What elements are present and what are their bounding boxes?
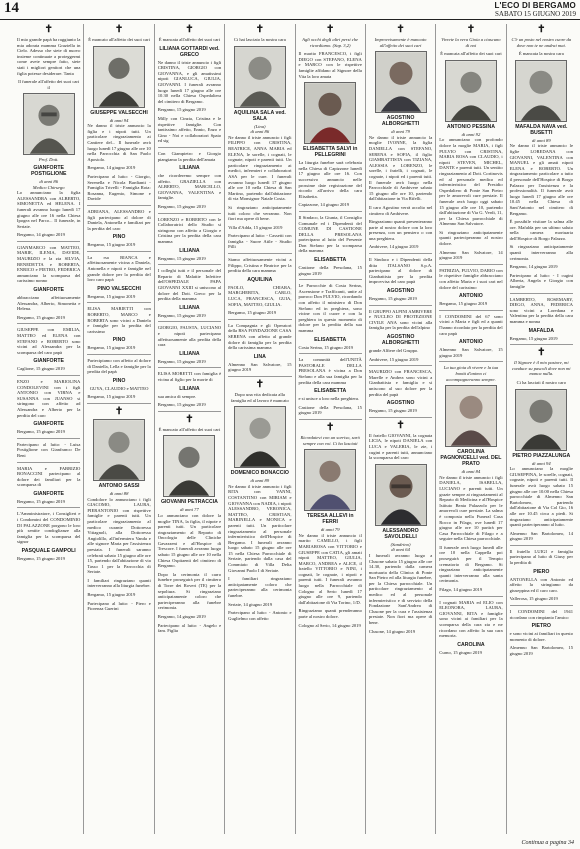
notice-date: Almenno San Bartolomeo, 15 giugno 2019 xyxy=(509,645,573,656)
cross-icon: ✝ xyxy=(325,24,335,35)
notice-text: Ci hai lasciato la nostra cara xyxy=(233,37,286,42)
portrait-photo xyxy=(234,46,286,108)
cross-icon: ✝ xyxy=(325,421,335,433)
notice-text: Lo annunciano la figlia ALESSANDRA con ALBERTO, SIMONETTA ed HELENA. I funerali avranno luogo lunedì 17 giugno alle ore 16 nella Chiesa Ipogea nel Parco... Il funerale, in Seriate. xyxy=(17,190,81,229)
notice-text: I familiari ringraziano anticipatamente coloro che parteciperanno alla cerimonia funebre. xyxy=(228,576,292,599)
portrait-photo xyxy=(515,60,567,122)
deceased-name: PINO xyxy=(112,234,126,241)
notice-text: Ne danno il triste annuncio i figli DANIELA, ISABELLA, LUCIANO e parenti tutti. Un grazie sempre ai ringraziamenti al Reparto di Medicina e all'Hospice Istituto Beata Palazzolo per le amorevoli cure prestate. La salma è composta nella Funeral Casa Rocco in Filago, ove lunedì 17 giugno alle ore 10 partirà per Casa Parrocchiale di Filago e a seguire nella Chiesa parrocchiale. xyxy=(439,474,503,542)
notice-date: Castione della Presolana, 15 giugno 2019 xyxy=(298,404,362,416)
deceased-name: GIUSEPPE VALSECCHI xyxy=(90,109,148,116)
notice-text: Dopo una vita dedicata alla famiglia ed al lavoro è mancato xyxy=(230,391,289,403)
notice-text: Ringraziamo quanti prenderanno parte al nostro dolore. xyxy=(298,608,362,620)
notice-date: Bergamo, 15 giugno 2019 xyxy=(228,310,277,316)
notice-date: Bergamo, 15 giugno 2019 xyxy=(157,358,206,364)
notice-text: Partecipiamo con affetto al dolore di Daniella, Lella e famiglie per la perdita del papà xyxy=(87,358,151,375)
notice-text: Il fratello GIOVANNI, la cognata LICIA, le nipoti DANIELA con LUCA e VALERIA, le zie, i cugini e parenti tutti, annunciano la scomparsa del caro xyxy=(368,432,433,461)
notice-date: Bergamo, 15 giugno 2019 xyxy=(439,301,488,307)
notice-text: La Compagnia e gli Operatori della RSA FONDAZIONE CASA SERENA con affetto al grande dolore di famiglia per la perdita della carissima mamma xyxy=(228,322,292,351)
notice-date: Bergamo, 14 giugno 2019 xyxy=(87,165,136,171)
notice-text: È possibile visitare la salma alle ore. Mafalda per un ultimo saluto nella camera mortuaria dell'Hospice di Borgo Palazzo. xyxy=(509,219,573,241)
cross-icon: ✝ xyxy=(537,347,546,359)
portrait-photo xyxy=(445,385,497,447)
age-label: di anni 64 xyxy=(391,547,410,553)
notice-text: La liturgia funebre sarà celebrata nella Chiesa di Capizzone lunedì 17 giugno alle ore 16. Con successivo annuncio nelle prossime date registrazione del ricordo all'arrivo della cara Elisabetta. xyxy=(298,160,362,199)
notice-text: Lo annunciano con profondo dolore la moglie MARIA, i figli PULVIO con CRISTINA, MARIA ROSA con CLAUDIO, i nipoti STEVEN, MICHEL, DANTE e parenti tutti. Un sentito ringraziamento al Dott. Cortinovis ed al personale medico ed infermieristico del Presidio Ospedaliero di Ponte San Pietro per le amorevoli cure prestate. Il funerale avrà luogo oggi sabato 15 giugno alle ore 10, partendo dall'abitazione di Via G. Verdi, 11, per la Chiesa parrocchiale di Almenno San Salvatore. xyxy=(439,137,503,227)
deceased-name: AQUILINA xyxy=(247,276,273,283)
portrait-photo xyxy=(93,46,145,108)
quote-text: Vivrete la vera Gioia a ciascuno di noi xyxy=(441,37,501,48)
notice-date: Bergamo, 15 giugno 2019 xyxy=(157,402,206,408)
notice-text: I familiari ringraziano quanti interverranno alla liturgia funebre. xyxy=(87,577,151,589)
cross-icon: ✝ xyxy=(537,24,546,35)
notice-text: Il funerale avrà luogo lunedì alle ore 10 nella Cappella poi proseguirà per il Tempio crematorio di Bergamo. Si ringraziano anticipatamente quanti interverranno alla santa cerimonia. xyxy=(439,544,503,584)
notice-date: Bergamo, 14 giugno 2019 xyxy=(157,614,206,619)
deceased-name: PINO xyxy=(112,377,126,384)
deceased-name: PINO xyxy=(112,337,126,344)
notice-date: Bergamo, 15 giugno 2019 xyxy=(87,293,136,299)
notice-date: Almenno San Salvatore, 14 giugno 2019 xyxy=(439,249,503,261)
notice-text: Ne danno il triste annuncio il marito CAMILLO, i figli MARIAROSA con VITTORIO e GIUSEPPE con CATIA, gli amati nipoti MATTEO, GIULIA, MARCO, ANDREA e ALICE, il fratello VITTORIO e NINI, i cognati, le cognate, i nipoti e parenti tutti. I funerali avranno luogo nella Parrocchiale di Cologno al Serio lunedì 17 giugno alle ore 9, partendo dall'abitazione di Via Torino, 1/D. xyxy=(298,532,362,605)
portrait-photo xyxy=(445,60,497,122)
age-label: di anni 94 xyxy=(109,117,129,123)
notice-text: Ne danno il triste annuncio i figli RITA con VANNI, COSTANTINO con MIRIAM e GIOVANNA con NADIA, i nipoti ALESSANDRO, VERONICA, MATTEO, CRISTIAN, MARINELLA e MONICA e parenti tutti. Un particolare ringraziamento al personale infermieristico dell'Hospice di Bergamo. I funerali avranno luogo sabato 15 giugno alle ore 15 nella Chiesa Parrocchiale di Seriate, partendo dalla casa del Commiato di Villa Delta Giovanni Paolo I di Seriate. xyxy=(228,483,292,573)
deceased-name: CAROLINA xyxy=(457,641,485,648)
deceased-name: LILIANA xyxy=(179,165,200,172)
portrait-photo xyxy=(234,406,286,468)
quote-text: C'è un posto nel nostro cuore da dove non te ne andrai mai. xyxy=(511,37,572,48)
notice-text: e sono vicini ai familiari in questo momento di dolore. xyxy=(509,631,573,642)
page-number: 14 xyxy=(4,0,19,16)
notice-text: PATRIZIA, FULVIO, DARIO con le rispettive famiglie abbracciano con affetto Maria e i suoi cari nel dolore del carissimo xyxy=(439,267,503,290)
cross-icon: ✝ xyxy=(396,24,405,35)
notice-text: sua amica di sempre. xyxy=(157,393,197,399)
notice-date: Bergamo, 15 giugno 2019 xyxy=(17,556,65,562)
deceased-name: LILIANA xyxy=(179,385,200,392)
notice-text: PAOLO, CHIARA, MARGHERITA, CARLO, LUCA, FRANCESCA, GUIA, SOFIA, MATTEO, GIULIA. xyxy=(228,284,292,307)
notice-text: L'Amministratore, i Consiglieri e i Condomini del CONDOMINIO DI PALAZZONE porgono le loro più sentite condoglianze alla famiglia per la scomparsa del signor xyxy=(17,511,81,545)
deceased-name: LILIANA GOTTARDI ved. GRECO xyxy=(159,45,220,58)
notice-date: Almenno San Salvatore, 15 giugno 2019 xyxy=(439,347,503,358)
notice-text: MARIA e FABRIZIO BONACCINI partecipano al dolore dei familiari per la scomparsa di xyxy=(17,465,81,488)
cross-icon: ✝ xyxy=(466,24,476,35)
page-header xyxy=(0,0,580,20)
cross-icon: ✝ xyxy=(114,405,124,417)
quote-text: Il Signore è il mio pastore, mi conduce su pascoli dove non mi manca nulla. xyxy=(512,360,571,377)
notice-text: È mancata all'affetto dei suoi cari xyxy=(158,37,221,42)
notice-text: I CONDOMINI del 67 sono vicini a Maria e figli ed a quanti l'hanno ricordato per la perdita del caro papà xyxy=(439,313,503,336)
age-label: di anni 84 xyxy=(461,469,481,475)
notice-date: Almenno San Salvatore, 15 giugno 2019 xyxy=(228,361,292,373)
notice-text: È mancata all'affetto dei suoi cari xyxy=(440,51,502,57)
notice-date: Bergamo, 14 giugno 2019 xyxy=(17,232,65,238)
notice-text: Lo annunciano con dolore la moglie TINA, la figlia, il nipote e parenti tutti. Un particolare ringraziamento al Reparto di Oncologia delle Cliniche Gavazzeni e all'Hospice di Trescore. I funerali avranno luogo sabato 15 giugno alle ore 10 nella Chiesa Ospitaenti del cimitero di Bergamo. xyxy=(157,512,222,569)
notice-date: Bergamo, 15 giugno 2019 xyxy=(17,314,65,320)
portrait-photo xyxy=(515,389,567,451)
notice-date: Costa Serina, 15 giugno 2019 xyxy=(298,344,353,350)
quote-text: La tua gioia di vivere e la tua bontà d'animo ci accompagneranno sempre. xyxy=(443,365,499,382)
deceased-name: ALESSANDRO SAVOLDELLI xyxy=(382,527,419,540)
column-7 xyxy=(436,24,506,834)
portrait-photo xyxy=(304,82,356,144)
deceased-name: CAROLINA PAGNONCELLI ved. DEL PRATO xyxy=(440,449,502,468)
notice-date: Caglione, 15 giugno 2019 xyxy=(17,366,65,372)
notice-text: Il Sindaco e i Dipendenti della ditta ITALSANO S.p.A. partecipano al dolore di Gianbattista per la perdita improvvisa del caro papà xyxy=(368,257,433,285)
notice-text: Improvvisamente è mancato all'affetto dei suoi cari xyxy=(374,37,427,48)
notice-text: ADRIANA, ALESSANDRO e figli partecipano al dolore di Daniela, Antonella e familiari per la perdita del caro xyxy=(87,208,151,231)
deceased-name: DOMENICO BONACCIO xyxy=(230,470,289,477)
notice-date: Bergamo, 15 giugno 2019 xyxy=(87,394,136,400)
deceased-name: AGOSTINO xyxy=(386,288,415,295)
portrait-photo xyxy=(23,93,75,155)
cross-icon: ✝ xyxy=(396,419,405,431)
cross-icon: ✝ xyxy=(255,378,264,390)
deceased-name: GIANFORTE xyxy=(33,287,64,294)
notice-text: I cognati MARIA ed ELIO con ELEONORA, LAURA, GIOVANNI, RITA e famiglie sono vicini ai familiari per la scomparsa della cara zia e ne ricordano con affetto la sua cara memoria. xyxy=(439,599,503,639)
deceased-name: AQUILINA SALA ved. SALA xyxy=(233,109,286,122)
age-label: di anni 77 xyxy=(180,507,199,513)
deceased-name: MAFALDA NAVA ved. BUSETTI xyxy=(515,123,568,136)
deceased-name: GIANFORTE xyxy=(33,421,64,428)
notice-text: ELISA MORETTI con famiglia è vicina al figlio per la morte di xyxy=(157,371,222,382)
column-6 xyxy=(366,24,436,834)
notice-text: Ne danno il triste annuncio la moglie IVONNE, la figlia DANIELLA con STEFANO, SERENA e SOFIA, il figlio GIAMBATTISTA con TIZIANA, ALESSIA e LORENZO, le sorelle, i fratelli, i cognati, le cognate, i nipoti ed i parenti tutti. Il funerale avrà luogo nella Parrocchiale di Ambivere sabato 15 giugno alle ore 10, partendo dall'abitazione in Via Rifelli. xyxy=(368,134,433,202)
deceased-name: MAFALDA xyxy=(528,327,554,334)
deceased-name: LINA xyxy=(253,353,266,360)
column-4 xyxy=(225,24,295,834)
profession-label: Medico Chirurgo xyxy=(32,184,65,190)
notice-text: Il fratello LUIGI e famiglia partecipano al lutto di Giusy per la perdita di xyxy=(509,548,573,566)
notice-text: Il GRUPPO ALPINI AMBIVERE e NUCLEO DI PROTEZIONE CIVILE ANA sono vicini alla famiglia per la perdita dell'alpino xyxy=(368,308,433,331)
notice-text: I funerali avranno luogo a Clusone sabato 15 giugno alle ore 14.30, partendo dalla camera mortuaria della Clinica di Ponte San Pietro ed alla liturgia funebre, per la Chiesa parrocchiale. Un particolare ringraziamento al medico ed al personale infermieristico e di servizio della Fondazione Sant'Andrea di Clusone per la cura e l'assistenza prestate. Non fiori ma opere di bene. xyxy=(368,552,433,626)
notice-text: Partecipano al lutto: - I cugini Alberta, Angela e Giorgio con famiglie xyxy=(509,272,573,290)
deceased-name: ELISABETTA xyxy=(314,336,347,343)
age-label: di anni 92 xyxy=(461,131,481,137)
notice-text: e si unisce a loro nella preghiera. xyxy=(298,396,360,402)
notice-date: Bergamo, 15 giugno 2019 xyxy=(157,312,206,318)
column-5 xyxy=(296,24,366,834)
notice-text: Si ringraziano anticipatamente quanti parteciperanno al nostro dolore. xyxy=(439,229,503,247)
obituaries-grid xyxy=(14,24,576,834)
cross-icon: ✝ xyxy=(44,24,53,35)
notice-date: Seriate, 14 giugno 2019 xyxy=(228,601,273,607)
column-8 xyxy=(507,24,576,834)
notice-text: LAMBERTO, ROSEMARY, DIEGO, ANNA, FEDERICA sono vicini a Loredana e Valentina per la perdita della cara mamma e nonna xyxy=(509,296,573,324)
notice-text: La comunità dell'UNITÀ PASTORALE DELLA PRESOLANA è vicina a Don Stefano e alla sua famiglia per la perdita della cara mamma xyxy=(298,357,362,385)
notice-text: Si ringraziano anticipatamente tutti coloro che verranno. Non fiori ma opere di bene. xyxy=(228,204,292,222)
deceased-name: ELISABETTA xyxy=(314,388,347,395)
notice-date: Bergamo, 15 giugno 2019 xyxy=(87,345,136,351)
notice-text: Ci ha lasciati il nostro caro xyxy=(516,379,566,385)
age-label: di anni 79 xyxy=(320,527,340,533)
deceased-name: PIERO xyxy=(533,568,550,575)
notice-date: Castione della Presolana, 15 giugno 2019 xyxy=(298,265,362,276)
notice-text: Il funerale all'affetto dei suoi cari il xyxy=(18,79,80,90)
notice-text: Con Giampietro e Giorgio piangiamo la perdita dell'amata xyxy=(157,150,222,162)
cross-icon: ✝ xyxy=(255,24,264,35)
deceased-name: AGOSTINO ALBORGHETTI xyxy=(381,115,420,128)
notice-text: È mancato all'affetto dei suoi cari xyxy=(88,37,150,42)
portrait-photo xyxy=(375,51,427,113)
notice-date: Almenno San Bartolomeo, 14 giugno 2019 xyxy=(509,530,573,542)
notice-text: LORENZO e ROBERTO con le Collaboratrici dello Studio si stringono con affetto a Giorgio e Cristina per la perdita della cara mamma xyxy=(157,216,222,245)
notice-text: Il Sindaco, la Giunta, il Consiglio Comunale ed i Dipendenti del COMUNE DI CASTIONE DELLA PRESOLANA partecipano al lutto del Presente Don Stefano per la scomparsa della mamma xyxy=(298,214,362,254)
notice-date: Villa d'Adda, 15 giugno 2019 xyxy=(228,224,283,230)
notice-text: ANTONELLA con Antonio ed affetto la stringiamo da giuseppina ed il caro caro. xyxy=(509,576,573,593)
notice-text: I CONDOMINI del 1941 ricordano con rimpianto l'amico xyxy=(509,609,573,620)
notice-date: Capizzone, 14 giugno 2019 xyxy=(298,202,350,208)
notice-date: Curno, 15 giugno 2019 xyxy=(439,649,482,655)
notice-text: Lo annunciano la moglie GIUSEPPINA, le sorelle, cognati, cognate, nipoti e parenti tutti. Il funerale avrà luogo sabato 15 giugno alle ore 10.00 nella Chiesa parrocchiale di Almenno San Bartolomeo, partendo dall'abitazione di Via Col Gio, 16 alle ore 10.45 circa a piedi. Si ringraziano anticipatamente quanti parteciperanno al lutto. xyxy=(509,466,573,528)
nickname-label: (Lina) xyxy=(254,123,266,129)
notice-text: GIUSEPPE con EMILIA, MATTEO ed ELENA con STEFANO e ROBERTO sono vicini ad Alessandra per la scomparsa del caro papà xyxy=(17,327,81,355)
age-label: di anni 89 xyxy=(250,478,270,484)
notice-text: Ne danno il triste annuncio i figli FILIPPO con CRISTINA, BEATRICE, ANNA MARIA ed ELENA, le sorelle, i cognati, le cognate, nipoti e parenti tutti. Un particolare ringraziamento ai medici, infermieri e collaboratori ASA per le cure. I funerali avranno luogo lunedì 17 giugno alle ore 10 nella Chiesa di San Martino, partendo dall'abitazione di via Monsignor Natale Costa. xyxy=(228,134,292,202)
age-label: di anni 86 xyxy=(250,129,270,135)
notice-text: Partecipano al lutto: - Giorgio, Serenella e Nicola Bardianti - Famiglia Trivelli - Famiglia Rota: Rosanna, Eugenio, Simone e Davide xyxy=(87,173,151,202)
deceased-name: AGOSTINO xyxy=(386,400,415,407)
notice-text: Milly con Cinzia, Cristina e le rispettive famiglie. Con tantissimo affetto, Ennio, Enzo e Gino - Noi e collaboratori Spaio ed sig xyxy=(157,115,222,144)
deceased-name: GIANFORTE xyxy=(33,490,64,497)
age-label: di anni 86 xyxy=(39,178,58,184)
notice-date: Bergamo, 15 giugno 2019 xyxy=(87,242,136,248)
notice-date: Bergamo, 15 giugno 2019 xyxy=(157,255,206,261)
deceased-name: AGOSTINO ALBORGHETTI xyxy=(381,334,420,346)
notice-date: Ambivere, 15 giugno 2019 xyxy=(368,356,419,362)
notice-text: abbracciano affettuosamente Alessandra, Alberto, Simonetta e Helena. xyxy=(17,295,81,312)
masthead xyxy=(494,1,576,18)
deceased-name: ANTONIO xyxy=(459,293,483,300)
deceased-name: ELISABETTA SALVI in PELLEGRINI xyxy=(303,146,358,159)
notice-text: GIORGIO, FAUSTA, LUCIANO e nipoti partecipano affettuosamente alla perdita della cara xyxy=(157,325,222,348)
deceased-name: PASQUALE GAMPOLI xyxy=(21,548,76,555)
notice-date: Cologno al Serio, 14 giugno 2019 xyxy=(298,622,361,628)
portrait-photo xyxy=(304,449,356,511)
notice-text: MAURIZIO con FRANCESCA, Marelle e Andrea sono vicini a Gianbattista e famiglia e si uniscono al suo dolore per la perdita del papà xyxy=(368,369,433,397)
notice-text: È mancata la nostra cara xyxy=(518,51,564,57)
notice-date: Filago, 14 giugno 2019 xyxy=(439,587,483,593)
notice-date: Bergamo, 15 giugno 2019 xyxy=(17,498,65,504)
notice-text: GIANMARCO con MATTEO, MARIE, ILENIA, DAVIDE, MAURIZIO e la zia SILVIA, BENEDETTA e ROBERTA, ENRICO e PIETRO, FEDERICA annunciano la scomparsa del carissimo nonno xyxy=(17,244,81,284)
notice-text: Partecipano al lutto: - Angelo e fam. Figlia xyxy=(157,622,222,634)
deceased-name: PINO VALSECCHI xyxy=(97,285,141,292)
quote-text: Ricordatevi con un sorriso, sarò sempre con voi. Ci ha lasciati xyxy=(300,434,360,446)
deceased-name: GIANFORTE POSTIGLIONE xyxy=(30,164,67,177)
notice-text: Ne danno il triste annuncio la figlia e i nipoti tutti. Un particolare ringraziamento ai Cantiere del... Il funerale avrà luogo lunedì 17 giugno alle ore 10 nella Parrocchia di San Paolo Apostolo. xyxy=(87,123,151,162)
notice-text: Partecipano al lutto: - Luisa Postiglione con Gianfranco De Beni xyxy=(17,441,81,458)
nickname-label: (Sandrino) xyxy=(390,541,411,547)
notice-text: Siamo affettuosamente vicini a Filippo, Cristina e Beatrice per la perdita della cara mamma xyxy=(228,257,292,274)
notice-text: Ne danno il triste annuncio i figli CRISTINA, GIORGIO con GIOVANNA, e gli amatissimi nipoti GIANLUCA, GIULIA, GIOVANNI. I funerali avranno luogo lunedì 17 giugno alle ore 10.30 nella Chiesa Ospedaliera del cimitero di Bergamo. xyxy=(157,59,222,104)
issue-date: SABATO 15 GIUGNO 2019 xyxy=(495,10,576,18)
age-label: di anni 94 xyxy=(531,460,551,466)
notice-text: GUYA, CLAUDIO e MATTEO xyxy=(89,385,149,391)
notice-date: Bergamo, 15 giugno 2019 xyxy=(368,408,417,414)
column-1 xyxy=(14,24,84,834)
notice-date: Vallerosa, 15 giugno 2019 xyxy=(509,596,558,602)
notice-text: Si ringraziano anticipatamente quanti interverranno alla cerimonia. xyxy=(509,244,573,261)
notice-text: che ricorderemo sempre con affetto. GRAZIELLA con ALBERTO, MARCELLO, GIOVANNA, VALENTINA e famiglie. xyxy=(157,173,222,201)
notice-date: Bergamo, 15 giugno 2019 xyxy=(368,296,417,302)
notice-text: I colleghi tutti e il personale del Reparto di Malattie Infettive dell'OSPEDALE PAPA GIOVANNI XXIII si uniscono al dolore del Dott. Greco per la perdita della mamma xyxy=(157,268,222,302)
age-label: di anni 89 xyxy=(531,137,551,143)
notice-text: È mancato all'affetto dei suoi cari xyxy=(158,426,221,432)
notice-date: Bergamo, 15 giugno 2019 xyxy=(17,429,65,435)
cross-icon: ✝ xyxy=(185,413,194,425)
column-2 xyxy=(84,24,154,834)
newspaper-name: L'ECO DI BERGAMO xyxy=(494,1,576,10)
notice-text: Ringraziamo quanti presenteranno parte al nostro dolore con la loro presenza, con un pensiero o con una preghiera. xyxy=(368,219,433,241)
deceased-name: ANTONIO PESSINA xyxy=(446,123,495,130)
deceased-name: GIANFORTE xyxy=(33,358,64,365)
notice-text: ENZO e MARIOLINA CONDOLEVINI con i figli ANTONIO con VIRNA e SUSANNA con JUANSO si stringono con affetto ad Alessandra e Alberto per la perdita del caro xyxy=(17,378,81,418)
notice-text: Partecipano al lutto: - Piero e Fiorenza Guerini xyxy=(87,600,151,612)
notice-text: grande Alfiere del Gruppo. xyxy=(368,348,419,353)
deceased-name: ANTONIO SASSI xyxy=(98,482,140,489)
notice-text: ELISA MARIETTI con ROBERTO, MARCO e ROBERTA sono vicini a Daniela e famiglie per la perdita del carissimo xyxy=(87,306,151,334)
deceased-name: ELISABETTA xyxy=(314,257,347,264)
deceased-name: PIETRO PIAZZALUNGA xyxy=(512,452,571,459)
notice-date: Bergamo, 14 giugno 2019 xyxy=(509,264,558,270)
deceased-name: TERESA ALLEVI in FERRI xyxy=(306,513,354,526)
cross-icon: ✝ xyxy=(114,24,124,35)
notice-date: Ambivere, 14 giugno 2019 xyxy=(368,244,419,250)
column-3 xyxy=(155,24,225,834)
age-label: di anni 88 xyxy=(109,490,129,496)
notice-date: Bergamo, 15 giugno 2019 xyxy=(509,335,558,341)
deceased-name: LILIANA xyxy=(179,304,200,311)
deceased-name: PIETRO xyxy=(531,623,551,630)
notice-text: La rsa BIANCA e affettuosamente vicina a Daniela, Antonella e nipoti e famiglie nel grande dolore per la perdita del loro caro papà xyxy=(87,254,151,283)
portrait-photo xyxy=(93,419,145,481)
notice-text: Il caro Agostino verrà accolto nel cimitero di Ambivere. xyxy=(368,204,433,216)
portrait-photo xyxy=(375,464,427,526)
portrait-photo xyxy=(163,435,215,497)
notice-text: Ne danno il triste annuncio le figlie LOREDANA con GIOVANNI, VALENTINA con MANUEL e gli amati nipoti ELENA e ROBERTO. Un ringraziamento particolare a tutto il personale dell'Hospice di Borgo Palazzo per l'assistenza e la professionalità. Il funerale avrà luogo lunedì 17 giugno alle ore 10.45 nella Chiesa di Sant'Antonio nel cimitero di Bergamo. xyxy=(509,143,573,216)
notice-date: Clusone, 14 giugno 2019 xyxy=(368,628,416,634)
notice-text: Condolore lo annunciano i figli GIACOMO, LAURA, PIERANTONIO con rispettive famiglie e parenti tutti. Un particolare ringraziamento al medico curante Dottoressa Vitiagnoli, alla Dottoressa Angiolillo, all'infermiera Vanda e alle signore Maria per l'assistenza prestata. I funerali saranno celebrati sabato 15 giugno alle ore 15, partendo dall'abitazione di via Tasso 1 per la Parrocchia di Seriate. xyxy=(87,496,151,575)
deceased-name: ANTONIO xyxy=(459,339,483,346)
notice-text: Dopo la cerimonia il carro funebre proseguirà per il cimitero di Torre dei Roveri (TE) per la sepoltura. Si ringraziano anticipatamente coloro che parteciperanno alla funebre cerimonia. xyxy=(157,571,222,611)
notice-text: Il mio grande papà ha raggiunto la mia adorata mamma Graziella in Cielo. Adesso che siete di nuovo insieme continuate a proteggermi come avete sempre fatto, siete stati i migliori genitori che una figlia potesse desiderare. Tanta xyxy=(17,37,81,76)
deceased-name: GIOVANNI PETRACCIA xyxy=(160,499,218,506)
notice-date: Bergamo, 15 giugno 2019 xyxy=(87,592,136,598)
notice-date: Bergamo, 15 giugno 2019 xyxy=(157,204,206,210)
age-label: di anni 79 xyxy=(391,129,410,135)
deceased-name: LILIANA xyxy=(179,350,200,357)
deceased-name: LILIANA xyxy=(179,247,200,254)
title-caption: Prof. Dott. xyxy=(38,157,59,163)
notice-text: Partecipano al lutto: - Antonio e Guglielmo con affetto xyxy=(228,610,292,621)
notice-text: Partecipano al lutto: - Cassetti con famiglia - Suore Atile - Studio Pilli xyxy=(228,233,292,250)
notice-date: Bergamo, 15 giugno 2019 xyxy=(157,107,206,113)
notice-text: Le Parrocchie di Costa Serina, Ascensione e Trafficanti, unite al parroco Don FULVIO, ricordando con affetto il ministero di Don Stefano ed in preghiera, sono vicine con il cuore e con la preghiera in questo momento di dolore per la perdita della sua mamma xyxy=(298,283,362,333)
notice-text: Il marito FRANCESCO, i figli DIEGO con STEFANO, ELENA e MARCO con le rispettive famiglie affidano al Signore della Vita la loro amata xyxy=(298,51,362,79)
cross-icon: ✝ xyxy=(185,24,194,35)
quote-text: Agli occhi degli altri persi che ricordiamo. (Sap. 3,2) xyxy=(302,37,359,48)
continued-on-page-link[interactable]: Continua a pagina 34 xyxy=(521,840,574,846)
